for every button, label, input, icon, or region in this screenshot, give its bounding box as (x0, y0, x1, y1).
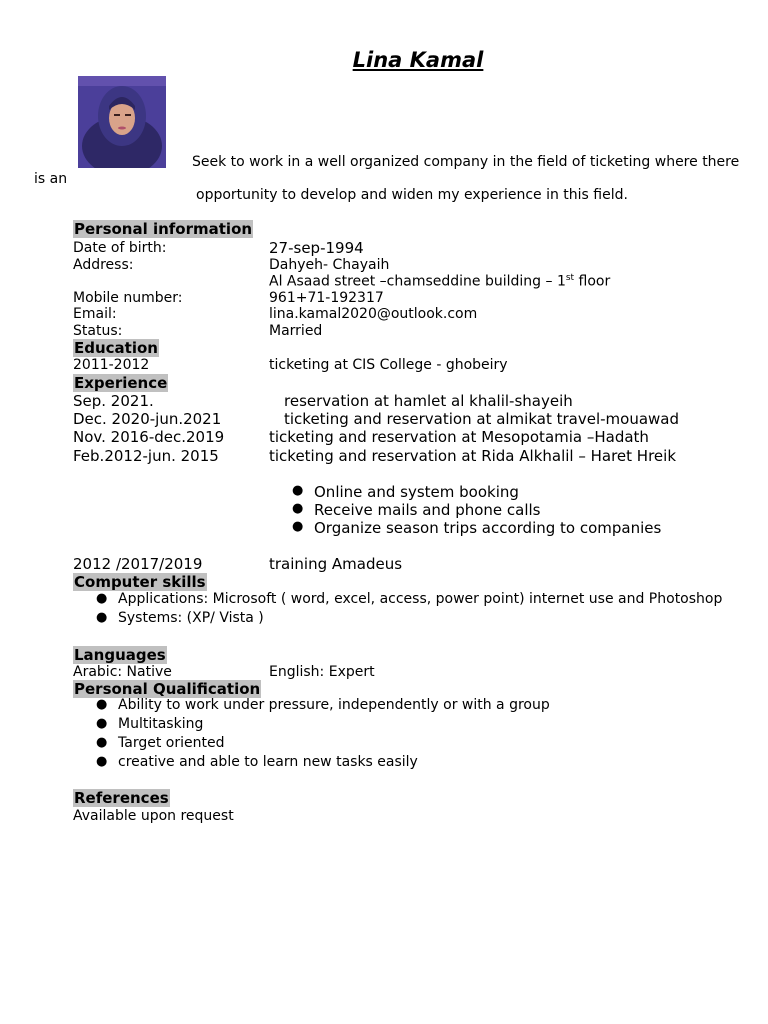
section-references: References (74, 789, 169, 807)
experience-period: Feb.2012-jun. 2015 (73, 447, 219, 465)
duty-item: ● Organize season trips according to companies (314, 519, 661, 537)
experience-period: Sep. 2021. (73, 392, 154, 410)
experience-desc: reservation at hamlet al khalil-shayeih (284, 392, 573, 410)
objective-line-2: opportunity to develop and widen my experience in this field. (196, 187, 628, 203)
status-value: Married (269, 323, 323, 339)
objective-line-1b: is an (34, 171, 68, 187)
computer-skill-item: ● Systems: (XP/ Vista ) (118, 610, 264, 626)
training-desc: training Amadeus (269, 555, 403, 573)
qualification-item: ● Ability to work under pressure, independently or with a group (118, 697, 550, 713)
dob-label: Date of birth: (73, 240, 167, 256)
references-text: Available upon request (73, 808, 234, 824)
qualification-item: ● Multitasking (118, 716, 203, 732)
section-computer-skills: Computer skills (74, 573, 206, 591)
experience-period: Nov. 2016-dec.2019 (73, 428, 225, 446)
section-experience: Experience (74, 374, 168, 392)
education-desc: ticketing at CIS College - ghobeiry (269, 357, 508, 373)
education-period: 2011-2012 (73, 357, 150, 373)
qualification-item: ● creative and able to learn new tasks easily (118, 754, 418, 770)
language-english: English: Expert (269, 664, 375, 680)
mobile-value: 961+71-192317 (269, 290, 384, 306)
experience-desc: ticketing and reservation at Rida Alkhalil – Haret Hreik (269, 447, 677, 465)
email-value: lina.kamal2020@outlook.com (269, 306, 478, 322)
section-personal-information: Personal information (74, 220, 253, 238)
language-arabic: Arabic: Native (73, 664, 172, 680)
qualification-item: ● Target oriented (118, 735, 224, 751)
address-line-2: Al Asaad street –chamseddine building – 1st floor (269, 273, 611, 290)
experience-desc: ticketing and reservation at Mesopotamia –Hadath (269, 428, 649, 446)
resume-name: Lina Kamal (352, 48, 484, 72)
duty-item: ● Receive mails and phone calls (314, 501, 541, 519)
training-period: 2012 /2017/2019 (73, 555, 203, 573)
objective-line-1: Seek to work in a well organized company in the field of ticketing where there (192, 154, 740, 170)
mobile-label: Mobile number: (73, 290, 183, 306)
duty-item: ● Online and system booking (314, 483, 519, 501)
email-label: Email: (73, 306, 117, 322)
address-line-1: Dahyeh- Chayaih (269, 257, 390, 273)
address-label: Address: (73, 257, 134, 273)
experience-period: Dec. 2020-jun.2021 (73, 410, 222, 428)
experience-desc: ticketing and reservation at almikat travel-mouawad (284, 410, 679, 428)
section-education: Education (74, 339, 158, 357)
section-personal-qualification: Personal Qualification (74, 680, 261, 698)
section-languages: Languages (74, 646, 166, 664)
status-label: Status: (73, 323, 123, 339)
dob-value: 27-sep-1994 (269, 239, 364, 257)
computer-skill-item: ● Applications: Microsoft ( word, excel, access, power point) internet use and Photoshop (118, 591, 722, 607)
profile-photo (78, 76, 166, 168)
